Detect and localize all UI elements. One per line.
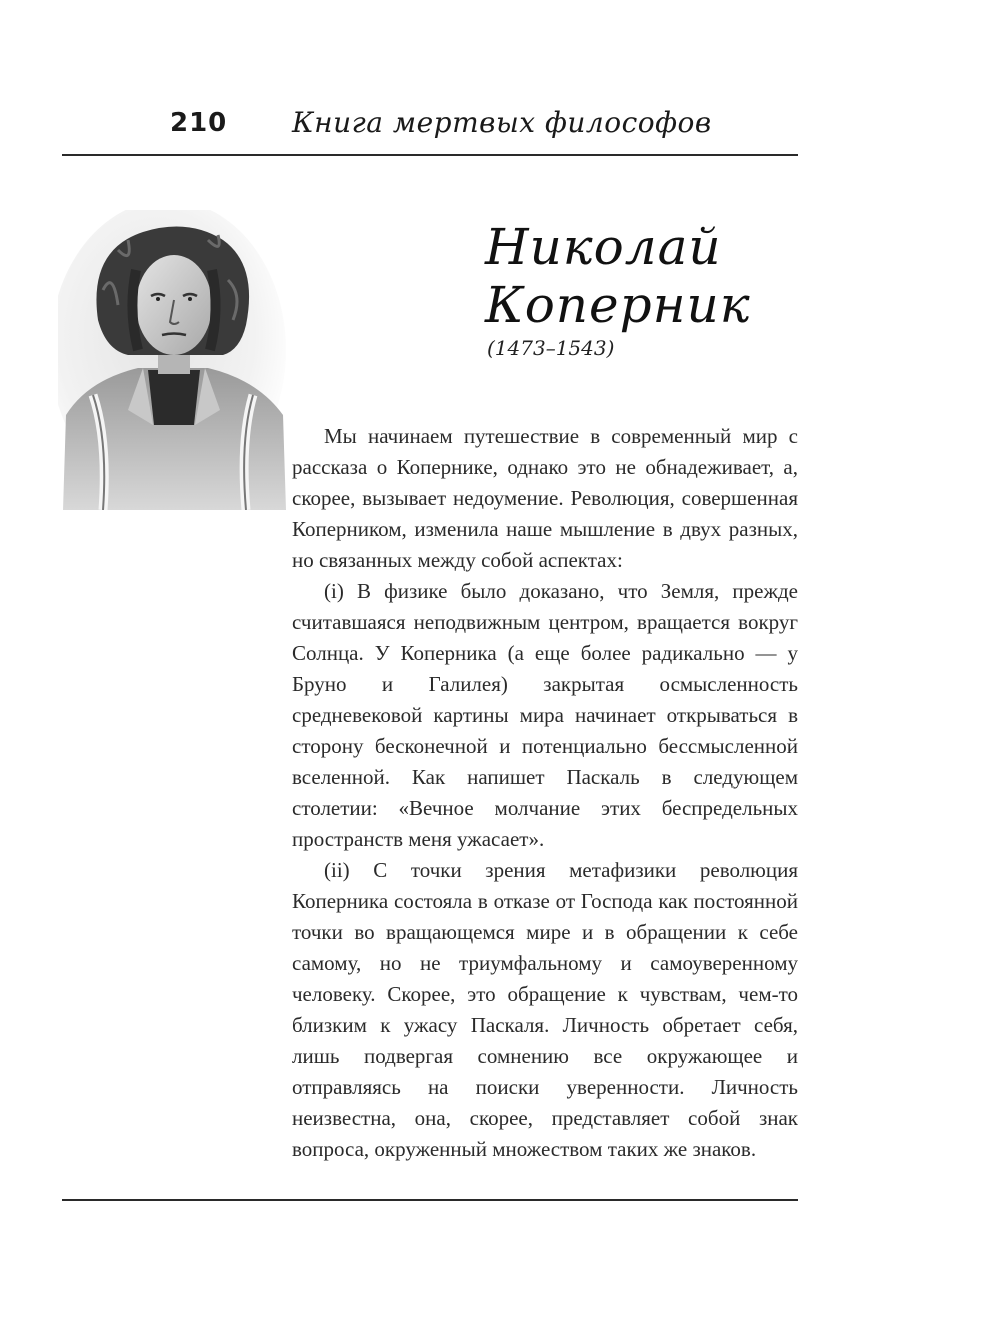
life-dates: (1473–1543) (487, 336, 615, 360)
header-rule (62, 154, 798, 156)
paragraph: (ii) С точки зрения метафизики революция Коперника состояла в отказе от Господа как постоянной точки во вращающемся мире и в обращении к себе самому, но не триумфальному и самоуверенному человеку. Скорее, это обращение к чувствам, чем-то близким к ужасу Паскаля. Личность обретает себя, лишь подвергая сомнению все окружающее и отправляясь на поиски уверенности. Личность неизвестна, она, скорее, представляет собой знак вопроса, окруженный множеством таких же знаков. (292, 858, 798, 1161)
chapter-title (485, 218, 751, 334)
paragraph: (i) В физике было доказано, что Земля, прежде считавшаяся неподвижным центром, вращается вокруг Солнца. У Коперника (а еще более радикально — у Бруно и Галилея) закрытая осмысленность средневековой картины мира начинает открываться в сторону бесконечной и потенциально бессмысленной вселенной. Как напишет Паскаль в следующем столетии: «Вечное молчание этих беспредельных пространств меня ужасает». (292, 579, 798, 851)
copernicus-portrait (58, 210, 290, 510)
body-text (292, 421, 798, 1165)
page-number: 210 (170, 108, 228, 138)
paragraph: Мы начинаем путешествие в современный мир с рассказа о Копернике, однако это не обнадеживает, а, скорее, вызывает недоумение. Революция, совершенная Коперником, изменила наше мышление в двух разных, но связанных между собой аспектах: (292, 424, 798, 572)
running-title: Книга мертвых философов (292, 106, 712, 139)
footer-rule (62, 1199, 798, 1201)
chapter-title-first-name: Николай (485, 218, 722, 276)
chapter-title-last-name: Коперник (485, 276, 751, 334)
